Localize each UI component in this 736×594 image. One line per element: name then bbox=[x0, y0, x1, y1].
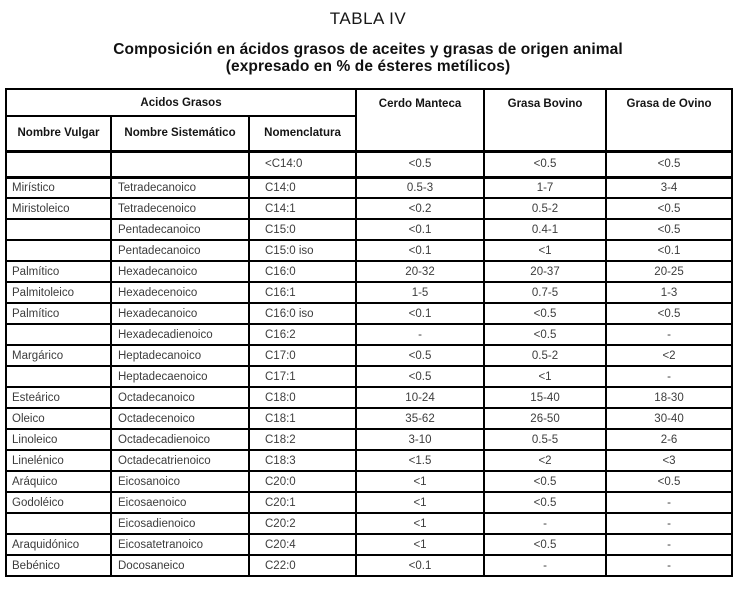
cell-nomenclatura: C15:0 iso bbox=[249, 240, 356, 261]
table-row bbox=[6, 219, 732, 240]
cell-nombre-vulgar: Godoléico bbox=[6, 492, 111, 513]
cell-cerdo-manteca: <0.1 bbox=[356, 240, 484, 261]
cell-nombre-sistematico: Pentadecanoico bbox=[111, 219, 249, 240]
cell-grasa-bovino: 26-50 bbox=[484, 408, 606, 429]
cell-grasa-ovino: <0.5 bbox=[606, 471, 732, 492]
cell-cerdo-manteca: <1 bbox=[356, 534, 484, 555]
cell-grasa-ovino: 18-30 bbox=[606, 387, 732, 408]
cell-cerdo-manteca: <0.2 bbox=[356, 198, 484, 219]
table-row bbox=[6, 387, 732, 408]
cell-nomenclatura: C18:3 bbox=[249, 450, 356, 471]
table-row bbox=[6, 198, 732, 219]
cell-grasa-ovino: 3-4 bbox=[606, 177, 732, 198]
cell-cerdo-manteca: <1 bbox=[356, 471, 484, 492]
table-row bbox=[6, 534, 732, 555]
table-row bbox=[6, 151, 732, 177]
cell-grasa-ovino: <0.5 bbox=[606, 151, 732, 177]
cell-grasa-ovino: 20-25 bbox=[606, 261, 732, 282]
cell-nombre-vulgar bbox=[6, 513, 111, 534]
cell-grasa-bovino: 0.5-2 bbox=[484, 345, 606, 366]
cell-nombre-sistematico: Octadecanoico bbox=[111, 387, 249, 408]
cell-nombre-vulgar: Margárico bbox=[6, 345, 111, 366]
cell-nombre-sistematico: Eicosaenoico bbox=[111, 492, 249, 513]
cell-grasa-bovino: <0.5 bbox=[484, 303, 606, 324]
table-caption bbox=[0, 41, 736, 75]
cell-grasa-bovino: 0.7-5 bbox=[484, 282, 606, 303]
cell-nombre-sistematico: Hexadecanoico bbox=[111, 303, 249, 324]
header-nombre-vulgar: Nombre Vulgar bbox=[6, 116, 111, 151]
cell-cerdo-manteca: - bbox=[356, 324, 484, 345]
cell-grasa-bovino: <0.5 bbox=[484, 534, 606, 555]
cell-nombre-vulgar: Araquidónico bbox=[6, 534, 111, 555]
cell-cerdo-manteca: <0.5 bbox=[356, 345, 484, 366]
cell-grasa-ovino: 30-40 bbox=[606, 408, 732, 429]
cell-cerdo-manteca: 0.5-3 bbox=[356, 177, 484, 198]
header-grasa-ovino: Grasa de Ovino bbox=[606, 89, 732, 151]
cell-nombre-vulgar: Mirístico bbox=[6, 177, 111, 198]
cell-nombre-vulgar: Oleico bbox=[6, 408, 111, 429]
cell-nombre-vulgar bbox=[6, 324, 111, 345]
cell-nombre-vulgar bbox=[6, 240, 111, 261]
cell-nombre-sistematico: Hexadecenoico bbox=[111, 282, 249, 303]
cell-nombre-vulgar: Palmítico bbox=[6, 261, 111, 282]
cell-grasa-bovino: - bbox=[484, 513, 606, 534]
cell-grasa-bovino: <0.5 bbox=[484, 324, 606, 345]
cell-nomenclatura: C17:1 bbox=[249, 366, 356, 387]
cell-cerdo-manteca: <1 bbox=[356, 492, 484, 513]
cell-nombre-sistematico: Heptadecanoico bbox=[111, 345, 249, 366]
cell-nomenclatura: C14:1 bbox=[249, 198, 356, 219]
cell-cerdo-manteca: 20-32 bbox=[356, 261, 484, 282]
cell-grasa-ovino: - bbox=[606, 534, 732, 555]
cell-grasa-ovino: <0.5 bbox=[606, 303, 732, 324]
cell-nomenclatura: C20:0 bbox=[249, 471, 356, 492]
cell-nomenclatura: C18:0 bbox=[249, 387, 356, 408]
header-nombre-sistematico: Nombre Sistemático bbox=[111, 116, 249, 151]
cell-grasa-bovino: <0.5 bbox=[484, 492, 606, 513]
cell-nombre-vulgar: Palmitoleico bbox=[6, 282, 111, 303]
table-row bbox=[6, 303, 732, 324]
cell-nomenclatura: C16:2 bbox=[249, 324, 356, 345]
cell-nombre-vulgar: Aráquico bbox=[6, 471, 111, 492]
cell-cerdo-manteca: 3-10 bbox=[356, 429, 484, 450]
table-row bbox=[6, 282, 732, 303]
cell-nombre-sistematico: Eicosanoico bbox=[111, 471, 249, 492]
cell-cerdo-manteca: <0.1 bbox=[356, 303, 484, 324]
cell-grasa-bovino: 20-37 bbox=[484, 261, 606, 282]
fatty-acids-table bbox=[5, 88, 733, 577]
cell-nomenclatura: C18:2 bbox=[249, 429, 356, 450]
cell-nombre-sistematico: Hexadecadienoico bbox=[111, 324, 249, 345]
table-row bbox=[6, 177, 732, 198]
cell-nombre-vulgar: Miristoleico bbox=[6, 198, 111, 219]
caption-line-2: (expresado en % de ésteres metílicos) bbox=[225, 58, 511, 75]
cell-nombre-vulgar bbox=[6, 151, 111, 177]
cell-cerdo-manteca: 10-24 bbox=[356, 387, 484, 408]
cell-nombre-sistematico: Tetradecanoico bbox=[111, 177, 249, 198]
cell-nombre-sistematico: Octadecenoico bbox=[111, 408, 249, 429]
cell-nomenclatura: C14:0 bbox=[249, 177, 356, 198]
cell-nombre-sistematico: Hexadecanoico bbox=[111, 261, 249, 282]
cell-grasa-ovino: - bbox=[606, 492, 732, 513]
cell-nombre-vulgar bbox=[6, 219, 111, 240]
table-row bbox=[6, 471, 732, 492]
cell-nombre-sistematico: Eicosatetranoico bbox=[111, 534, 249, 555]
table-row bbox=[6, 261, 732, 282]
cell-nomenclatura: C22:0 bbox=[249, 555, 356, 576]
cell-grasa-ovino: <0.1 bbox=[606, 240, 732, 261]
cell-nombre-vulgar: Palmítico bbox=[6, 303, 111, 324]
table-body bbox=[6, 151, 732, 576]
cell-grasa-ovino: <0.5 bbox=[606, 219, 732, 240]
cell-cerdo-manteca: <0.5 bbox=[356, 366, 484, 387]
table-header bbox=[6, 89, 732, 151]
cell-cerdo-manteca: 1-5 bbox=[356, 282, 484, 303]
cell-grasa-bovino: <1 bbox=[484, 366, 606, 387]
cell-grasa-ovino: 1-3 bbox=[606, 282, 732, 303]
cell-cerdo-manteca: <0.5 bbox=[356, 151, 484, 177]
cell-cerdo-manteca: <1 bbox=[356, 513, 484, 534]
cell-grasa-ovino: <2 bbox=[606, 345, 732, 366]
caption-line-1: Composición en ácidos grasos de aceites y grasas de origen animal bbox=[113, 41, 623, 58]
cell-grasa-ovino: - bbox=[606, 555, 732, 576]
cell-nombre-vulgar: Linelénico bbox=[6, 450, 111, 471]
cell-cerdo-manteca: <0.1 bbox=[356, 219, 484, 240]
cell-grasa-ovino: - bbox=[606, 324, 732, 345]
cell-grasa-bovino: 0.5-2 bbox=[484, 198, 606, 219]
header-acidos-grasos: Acidos Grasos bbox=[6, 89, 356, 116]
table-row bbox=[6, 450, 732, 471]
cell-nomenclatura: C20:2 bbox=[249, 513, 356, 534]
cell-grasa-bovino: <1 bbox=[484, 240, 606, 261]
cell-nombre-sistematico: Heptadecaenoico bbox=[111, 366, 249, 387]
cell-nomenclatura: C16:0 bbox=[249, 261, 356, 282]
cell-nombre-sistematico: Octadecadienoico bbox=[111, 429, 249, 450]
header-cerdo-manteca: Cerdo Manteca bbox=[356, 89, 484, 151]
table-row bbox=[6, 366, 732, 387]
cell-grasa-bovino: <2 bbox=[484, 450, 606, 471]
cell-grasa-bovino: 0.5-5 bbox=[484, 429, 606, 450]
cell-cerdo-manteca: <0.1 bbox=[356, 555, 484, 576]
cell-grasa-bovino: 1-7 bbox=[484, 177, 606, 198]
cell-nombre-sistematico: Tetradecenoico bbox=[111, 198, 249, 219]
table-row bbox=[6, 240, 732, 261]
cell-nombre-sistematico bbox=[111, 151, 249, 177]
cell-cerdo-manteca: <1.5 bbox=[356, 450, 484, 471]
cell-nombre-vulgar: Esteárico bbox=[6, 387, 111, 408]
cell-nomenclatura: C16:0 iso bbox=[249, 303, 356, 324]
page-title: TABLA IV bbox=[329, 9, 407, 28]
cell-nomenclatura: C20:4 bbox=[249, 534, 356, 555]
cell-nomenclatura: C16:1 bbox=[249, 282, 356, 303]
cell-nomenclatura: <C14:0 bbox=[249, 151, 356, 177]
table-row bbox=[6, 429, 732, 450]
table-row bbox=[6, 408, 732, 429]
cell-nombre-vulgar: Linoleico bbox=[6, 429, 111, 450]
cell-nombre-sistematico: Pentadecanoico bbox=[111, 240, 249, 261]
cell-grasa-bovino: - bbox=[484, 555, 606, 576]
table-row bbox=[6, 324, 732, 345]
cell-nomenclatura: C15:0 bbox=[249, 219, 356, 240]
cell-grasa-ovino: 2-6 bbox=[606, 429, 732, 450]
header-row-group bbox=[6, 89, 732, 116]
header-grasa-bovino: Grasa Bovino bbox=[484, 89, 606, 151]
header-nomenclatura: Nomenclatura bbox=[249, 116, 356, 151]
table-row bbox=[6, 555, 732, 576]
cell-grasa-bovino: 15-40 bbox=[484, 387, 606, 408]
cell-nombre-vulgar: Bebénico bbox=[6, 555, 111, 576]
cell-nomenclatura: C18:1 bbox=[249, 408, 356, 429]
cell-nombre-sistematico: Eicosadienoico bbox=[111, 513, 249, 534]
cell-nomenclatura: C17:0 bbox=[249, 345, 356, 366]
cell-grasa-ovino: - bbox=[606, 513, 732, 534]
cell-grasa-ovino: <0.5 bbox=[606, 198, 732, 219]
cell-nombre-sistematico: Octadecatrienoico bbox=[111, 450, 249, 471]
cell-nombre-sistematico: Docosaneico bbox=[111, 555, 249, 576]
cell-grasa-ovino: <3 bbox=[606, 450, 732, 471]
cell-grasa-bovino: <0.5 bbox=[484, 471, 606, 492]
table-row bbox=[6, 345, 732, 366]
table-row bbox=[6, 513, 732, 534]
cell-grasa-ovino: - bbox=[606, 366, 732, 387]
cell-nomenclatura: C20:1 bbox=[249, 492, 356, 513]
cell-nombre-vulgar bbox=[6, 366, 111, 387]
cell-grasa-bovino: 0.4-1 bbox=[484, 219, 606, 240]
cell-cerdo-manteca: 35-62 bbox=[356, 408, 484, 429]
table-row bbox=[6, 492, 732, 513]
cell-grasa-bovino: <0.5 bbox=[484, 151, 606, 177]
